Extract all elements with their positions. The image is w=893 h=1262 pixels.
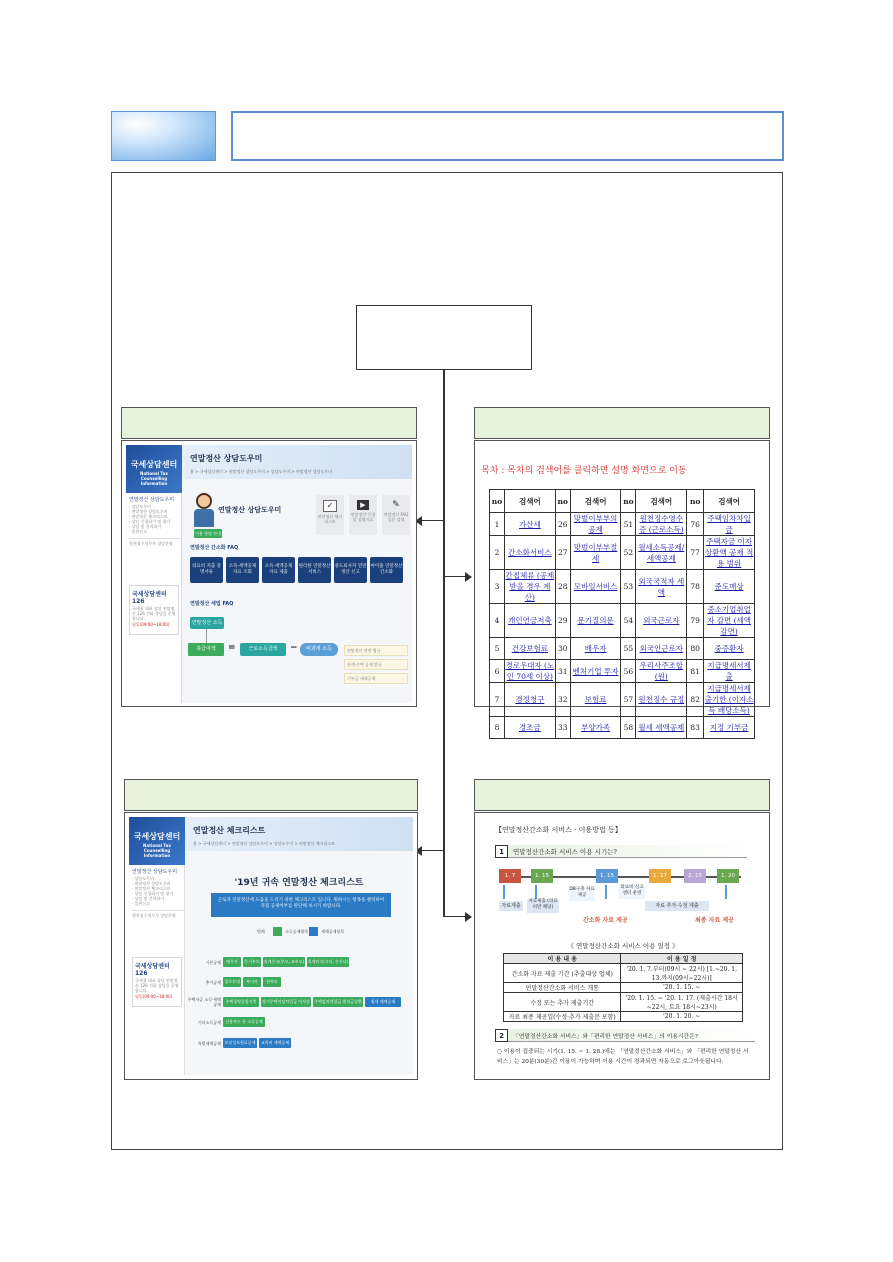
faq-button[interactable]: 마이홈 연말정산간소화 (370, 557, 403, 583)
guide-panel (121, 440, 417, 707)
legend-label: 범례 (257, 929, 265, 934)
branch-usage (444, 916, 466, 917)
keyword-link[interactable]: 보험료 (570, 683, 621, 717)
keyword-link[interactable]: 원천징수 규정 (636, 683, 687, 717)
usage-note: ○ 이용이 집중되는 시기(1. 15. ~ 1. 28.)에는 「연말정산간소화 서비스」와 「편리한 연말정산 서비스」는 20분(30분)간 이용이 가능하며 이용 시간이 경과되면 자동으로 로그아웃됩니다. (497, 1049, 749, 1065)
schedule-date: '20. 1. 7.부터(09시 ~ 22시) [1.~20. 1. 13.까지(09시~22시)] (621, 964, 743, 983)
sidebar-menu (129, 497, 181, 546)
faq-button[interactable]: 의료비 지출 증명서류 (190, 557, 223, 583)
sidebar-item[interactable]: · 연말정산 상담도우미 (129, 509, 168, 514)
keyword-link[interactable]: 중소기업취업자 감면 (세액감면) (704, 604, 755, 638)
no-cell: 82 (687, 683, 704, 717)
schedule-title: 《 연말정산간소화 서비스 이용 일정 》 (567, 942, 679, 950)
checklist-row-label: 추가공제 (205, 980, 221, 985)
quick-card[interactable] (316, 495, 344, 535)
phase-label: 최종 자료 제공 (695, 917, 734, 924)
q1-bar (495, 845, 747, 858)
keyword-link[interactable]: 외국인근로자 (636, 638, 687, 660)
keyword-link[interactable]: 우리사주조합(원) (636, 660, 687, 683)
formula-op: = (228, 643, 236, 653)
timeline-date: 1. 7 (499, 869, 521, 883)
keyword-link[interactable]: 외국국적자 세액 (636, 570, 687, 604)
keyword-link[interactable]: 부양가족 (570, 717, 621, 739)
sidebar-item[interactable]: · 상담 및 건의하기 (132, 896, 165, 901)
faq-button[interactable]: 소득·세액공제 자료 조회 (226, 557, 259, 583)
keyword-link[interactable]: 경로우대자 (노인 70세 이상) (505, 661, 555, 681)
checklist-row-label: 기타소득공제 (197, 1020, 221, 1025)
no-cell: 76 (687, 513, 704, 536)
brand-subtitle: National Tax Counselling Information (143, 843, 171, 858)
page-title: 연말정산 체크리스트 (193, 826, 266, 835)
table-row (504, 983, 743, 993)
keyword-link[interactable]: 간접체류 (공제받을 경우 계산) (505, 571, 555, 602)
faq-button[interactable]: 중도퇴사자 연말정산 신고 (334, 557, 367, 583)
table-row (490, 570, 755, 604)
no-cell: 5 (490, 638, 505, 660)
col-header: 검색어 (570, 490, 621, 513)
no-cell: 3 (490, 570, 505, 604)
no-cell: 33 (555, 717, 570, 739)
no-cell: 81 (687, 660, 704, 683)
formula-op: − (290, 643, 298, 653)
usage-title: 【연말정산간소화 서비스 - 이용방법 등】 (495, 826, 622, 834)
keyword-link[interactable]: 맞벌이부부의 공제 (570, 513, 621, 536)
timeline-label: 자료제출 (의료비만 해당) (527, 899, 559, 913)
legend-tax: 세액공제항목 (321, 929, 345, 934)
video-icon: ▶ (357, 500, 369, 510)
checklist-row-label: 특별세액공제 (197, 1041, 221, 1046)
col-header: no (490, 490, 505, 513)
sidebar-item[interactable]: · 연말정산 체크리스트 (129, 514, 168, 519)
schedule-date: '20. 1. 20. ~ (621, 1012, 743, 1022)
q1-number: 1 (495, 845, 508, 858)
checklist-item[interactable]: 주택임차차입금 원리금상환액 (314, 999, 362, 1014)
law-button[interactable]: 연말정산 소득 (190, 617, 224, 629)
no-cell: 51 (621, 513, 636, 536)
timeline-date: 2. 15 (684, 869, 706, 883)
side-link[interactable]: 월세·주택 공제 법규 (344, 659, 408, 670)
keyword-link[interactable]: 지급명세서제출 (704, 660, 755, 683)
no-cell: 32 (555, 683, 570, 717)
timeline-label: DB구축 자료제공 (569, 887, 595, 901)
keyword-link[interactable]: 모바일서비스 (570, 570, 621, 604)
tree-line (206, 629, 207, 643)
no-cell: 1 (490, 513, 505, 536)
timeline-arrow (605, 885, 607, 899)
brand-header (126, 445, 182, 493)
keyword-link[interactable]: 건강보험료 (504, 638, 555, 660)
keyword-link[interactable]: 문기질의문 (570, 604, 621, 638)
no-cell: 31 (555, 660, 570, 683)
brand-title: 국세상담센터 (130, 460, 178, 469)
timeline-arrow (725, 885, 727, 899)
q2-number: 2 (495, 1029, 508, 1042)
call-center-hours: 평일(09:00~18:00) (132, 622, 170, 627)
formula-term[interactable]: 비과세 소득 (300, 643, 338, 656)
no-cell: 29 (555, 604, 570, 638)
no-cell: 54 (621, 604, 636, 638)
faq-button[interactable]: 소득·세액공제 자료 제출 (262, 557, 295, 583)
table-row (490, 604, 755, 638)
timeline (499, 869, 745, 929)
call-center-title: 국세상담센터 126 (132, 591, 167, 605)
timeline-label: 자료제출 (499, 901, 523, 911)
no-cell: 80 (687, 638, 704, 660)
quick-card-label: 연말정산 체크리스트 (317, 514, 343, 524)
keyword-link[interactable]: 경조금 (504, 717, 555, 739)
no-cell: 27 (555, 536, 570, 570)
checklist-headline: '19년 귀속 연말정산 체크리스트 (234, 878, 364, 888)
no-cell: 58 (621, 717, 636, 739)
sidebar-item[interactable]: 연말정산 상담도우미 (129, 497, 175, 503)
call-center-desc: 국세청 대표 상담 연말정산 126 전화 상담을 운영합니다. (135, 978, 179, 993)
table-row (504, 1012, 743, 1022)
keyword-link[interactable]: 준도매상 (704, 570, 755, 604)
quick-card-label: 연말정산 동영상 설명자료 (350, 512, 376, 522)
breadcrumb: 홈 > 국세상담센터 > 연말정산 상담도우미 > 상담도우미 > 연말정산 체크리스트 (193, 841, 336, 846)
checklist-item[interactable]: 직계존속(부모, 조부모) (263, 957, 305, 967)
col-header: 이 용 내 용 (504, 954, 621, 964)
keyword-link[interactable]: 벤처기업 투자 (570, 660, 621, 683)
schedule-item: 간소화 자료 제출 기간 (추출대상 업체) (504, 964, 621, 983)
no-cell: 28 (555, 570, 570, 604)
arrow-right-icon (465, 572, 472, 582)
col-header: 검색어 (504, 490, 555, 513)
no-cell: 78 (687, 570, 704, 604)
header-title-bar (231, 111, 784, 161)
sidebar-item[interactable]: · 연말정산 상담도우미 (132, 881, 171, 886)
checklist-item[interactable]: 동거부모 (243, 957, 261, 967)
timeline-arrow (503, 885, 505, 899)
legend-swatch-income (273, 927, 282, 936)
checklist-icon: ✓ (323, 500, 337, 512)
timeline-label: 자료 추가·수정 제출 (645, 901, 709, 911)
checklist-item[interactable]: 월세 세액공제 (365, 997, 401, 1007)
checklist-item[interactable]: 경로우대 (223, 977, 241, 987)
formula-term[interactable]: 총급여액 (188, 643, 224, 656)
section-title: 연말정산 세법 FAQ (190, 601, 234, 607)
mascot-avatar (196, 493, 212, 509)
checklist-item[interactable]: 장기주택저당차입금 이자상환액 (262, 999, 310, 1014)
root-box (356, 305, 532, 370)
trunk-line (443, 370, 445, 917)
checklist-panel-header (124, 779, 418, 811)
checklist-sidebar (129, 817, 185, 1075)
checklist-item[interactable]: 주택청약종합저축 (223, 997, 259, 1007)
checklist-item[interactable]: 보장성보험료공제 (223, 1038, 257, 1048)
sidebar-item[interactable]: 원천징수의무자 상담운영 (129, 538, 181, 546)
table-row (490, 660, 755, 683)
table-row (490, 683, 755, 717)
checklist-screenshot (129, 817, 413, 1075)
quick-card[interactable] (349, 495, 377, 535)
no-cell: 4 (490, 604, 505, 638)
table-header-row (490, 490, 755, 513)
faq-button[interactable]: 편리한 연말정산 서비스 (298, 557, 331, 583)
col-header: no (687, 490, 704, 513)
mascot-label: 연말정산 상담도우미 (218, 506, 282, 514)
branch-faq (444, 576, 466, 577)
side-link-box (344, 645, 408, 701)
table-row (490, 536, 755, 570)
call-center-title: 국세상담센터 126 (135, 963, 170, 977)
table-row (490, 717, 755, 739)
phase-label: 간소화 자료 제공 (583, 917, 628, 924)
arrow-right-icon (465, 912, 472, 922)
keyword-link[interactable]: 가산세 (504, 513, 555, 536)
checklist-item[interactable]: 한부모 (263, 977, 281, 987)
usage-panel-header (474, 779, 770, 811)
sidebar-item[interactable]: 원천징수의무자 상담운영 (132, 910, 184, 918)
call-center-box (132, 957, 182, 1007)
schedule-table (503, 953, 743, 1022)
side-link[interactable]: 연말정산 관련 법규 (344, 645, 408, 656)
faq-icon: ✎ (392, 500, 400, 510)
keyword-link[interactable]: 외국근로자 (636, 604, 687, 638)
keyword-link[interactable]: 주택임차차입금 (704, 513, 755, 536)
sidebar-item[interactable]: · 상담도우미 (129, 504, 151, 509)
quick-card-label: 연말정산 FAQ 질문 검색 (383, 512, 409, 522)
guide-panel-header (121, 407, 417, 439)
no-cell: 8 (490, 717, 505, 739)
breadcrumb: 홈 > 국세상담센터 > 연말정산 상담도우미 > 상담도우미 > 연말정산 상담도우미 (190, 469, 333, 474)
page-banner (185, 817, 413, 851)
no-cell: 55 (621, 638, 636, 660)
section-title: 연말정산 간소화 FAQ (190, 545, 239, 551)
no-cell: 53 (621, 570, 636, 604)
checklist-item[interactable]: 신용카드 등 소득공제 (223, 1017, 265, 1027)
no-cell: 26 (555, 513, 570, 536)
checklist-row-label: 기본공제 (205, 960, 221, 965)
keyword-link[interactable]: 지정 기부금 (704, 717, 755, 739)
timeline-arrow (535, 885, 537, 899)
keyword-link[interactable]: 경정청구 (504, 683, 555, 717)
no-cell: 6 (490, 660, 505, 683)
formula-term[interactable]: 근로소득금액 (240, 643, 286, 656)
legend-income: 소득공제항목 (285, 929, 309, 934)
faq-panel-header (474, 407, 770, 439)
keyword-link[interactable]: 중증환자 (704, 638, 755, 660)
checklist-item[interactable]: 직계비속(자녀, 손자녀) (307, 957, 349, 967)
no-cell: 77 (687, 536, 704, 570)
keyword-link[interactable]: 주택자금 이자상환액 공제 적용 범위 (704, 537, 754, 568)
keyword-link[interactable]: 지급명세서제출기한 (이자소득 배당소득) (704, 684, 754, 715)
keyword-link[interactable]: 월세 세액공제 (636, 717, 687, 739)
q2-text: 「연말정산간소화 서비스」와「편리한 연말정산 서비스」의 이용시간은? (513, 1034, 698, 1040)
keyword-link[interactable]: 맞벌이부부절세 (570, 536, 621, 570)
call-center-hours: 평일(09:00~18:00) (135, 994, 173, 999)
schedule-date: '20. 1. 15. ~ '20. 1. 17. (제출시간 18시~22시, 토요 18시~23시) (621, 993, 743, 1012)
table-row (504, 993, 743, 1012)
timeline-date: 1. 15 (596, 869, 618, 883)
usage-panel (474, 812, 770, 1080)
usage-guide-button[interactable]: 이용 방법 안내 (195, 531, 221, 536)
keyword-link[interactable]: 원천징수영수증 (근로소득) (636, 513, 687, 536)
legend-swatch-tax (309, 927, 318, 936)
timeline-date: 1. 17 (649, 869, 671, 883)
col-header: 검색어 (636, 490, 687, 513)
checklist-item[interactable]: 부녀자 (243, 977, 261, 987)
timeline-label: 의료비 신고 센터 운영 (619, 885, 645, 899)
keyword-link[interactable]: 간소화서비스 (504, 536, 555, 570)
timeline-date: 1. 20 (717, 869, 739, 883)
col-header: 검색어 (704, 490, 755, 513)
brand-subtitle: National Tax Counselling Information (140, 471, 168, 486)
schedule-item: 연말정산간소화 서비스 개통 (504, 983, 621, 993)
no-cell: 57 (621, 683, 636, 717)
sidebar-item[interactable]: · 상담 및 건의하기 (129, 524, 162, 529)
schedule-item: 수정 또는 추가 제출기간 (504, 993, 621, 1012)
no-cell: 30 (555, 638, 570, 660)
sidebar-item[interactable]: · 불편신고 (132, 901, 150, 906)
page-title: 연말정산 상담도우미 (190, 454, 263, 463)
checklist-row-label: 주택자금 소득·세액공제 (187, 997, 221, 1007)
brand-header (129, 817, 185, 865)
col-header: 이 용 일 정 (621, 954, 743, 964)
sidebar-item[interactable]: · 불편신고 (129, 529, 147, 534)
checklist-panel (124, 812, 418, 1080)
table-row (490, 513, 755, 536)
mascot-body (194, 509, 214, 527)
call-center-box (129, 585, 179, 635)
toc-title: 목차 : 목차의 검색어를 클릭하면 설명 화면으로 이동 (481, 466, 687, 476)
no-cell: 79 (687, 604, 704, 638)
sidebar-item[interactable]: 연말정산 상담도우미 (132, 869, 178, 875)
guide-screenshot (126, 445, 412, 703)
col-header: no (621, 490, 636, 513)
sidebar-item[interactable]: · 상담 신청하기 및 평가 (129, 519, 171, 524)
brand-title: 국세상담센터 (133, 832, 181, 841)
keyword-link[interactable]: 월세소득공제/세액공제 (636, 536, 687, 570)
quick-icon-group (316, 495, 410, 535)
header-accent-square (111, 111, 216, 161)
table-header-row (504, 954, 743, 964)
table-row (490, 638, 755, 660)
keyword-table (489, 489, 755, 739)
side-link[interactable]: 기부금 세액공제 (344, 673, 408, 684)
q1-text: 연말정산간소화 서비스 이용 시기는? (513, 848, 617, 856)
sidebar-item[interactable]: · 상담 신청하기 및 평가 (132, 891, 174, 896)
col-header: no (555, 490, 570, 513)
no-cell: 7 (490, 683, 505, 717)
quick-card[interactable] (382, 495, 410, 535)
checklist-notice: 근로자 연말정산에 도움을 드리기 위한 체크리스트 입니다. 원하시는 항목을 클릭하여 직접 공제여부를 판단해 보시기 바랍니다. (211, 893, 391, 917)
schedule-item: 자료 최종 제공일(수정·추가 제출분 포함) (504, 1012, 621, 1022)
no-cell: 56 (621, 660, 636, 683)
q2-bar (495, 1029, 755, 1042)
no-cell: 52 (621, 536, 636, 570)
no-cell: 2 (490, 536, 505, 570)
table-row (504, 964, 743, 983)
checklist-item[interactable]: 교육비 세액공제 (259, 1038, 291, 1048)
sidebar-item[interactable]: · 연말정산 체크리스트 (132, 886, 171, 891)
sidebar-menu (132, 869, 184, 918)
keyword-link[interactable]: 개인연금저축 (504, 604, 555, 638)
guide-sidebar (126, 445, 182, 703)
page-banner (182, 445, 412, 479)
checklist-item[interactable]: 배우자 (223, 957, 241, 967)
call-center-desc: 국세청 대표 상담 연말정산 126 전화 상담을 운영합니다. (132, 606, 176, 621)
timeline-date: 1. 15 (531, 869, 553, 883)
faq-panel (474, 440, 770, 732)
schedule-date: '20. 1. 15. ~ (621, 983, 743, 993)
keyword-link[interactable]: 배우자 (570, 638, 621, 660)
no-cell: 83 (687, 717, 704, 739)
sidebar-item[interactable]: · 상담도우미 (132, 876, 154, 881)
